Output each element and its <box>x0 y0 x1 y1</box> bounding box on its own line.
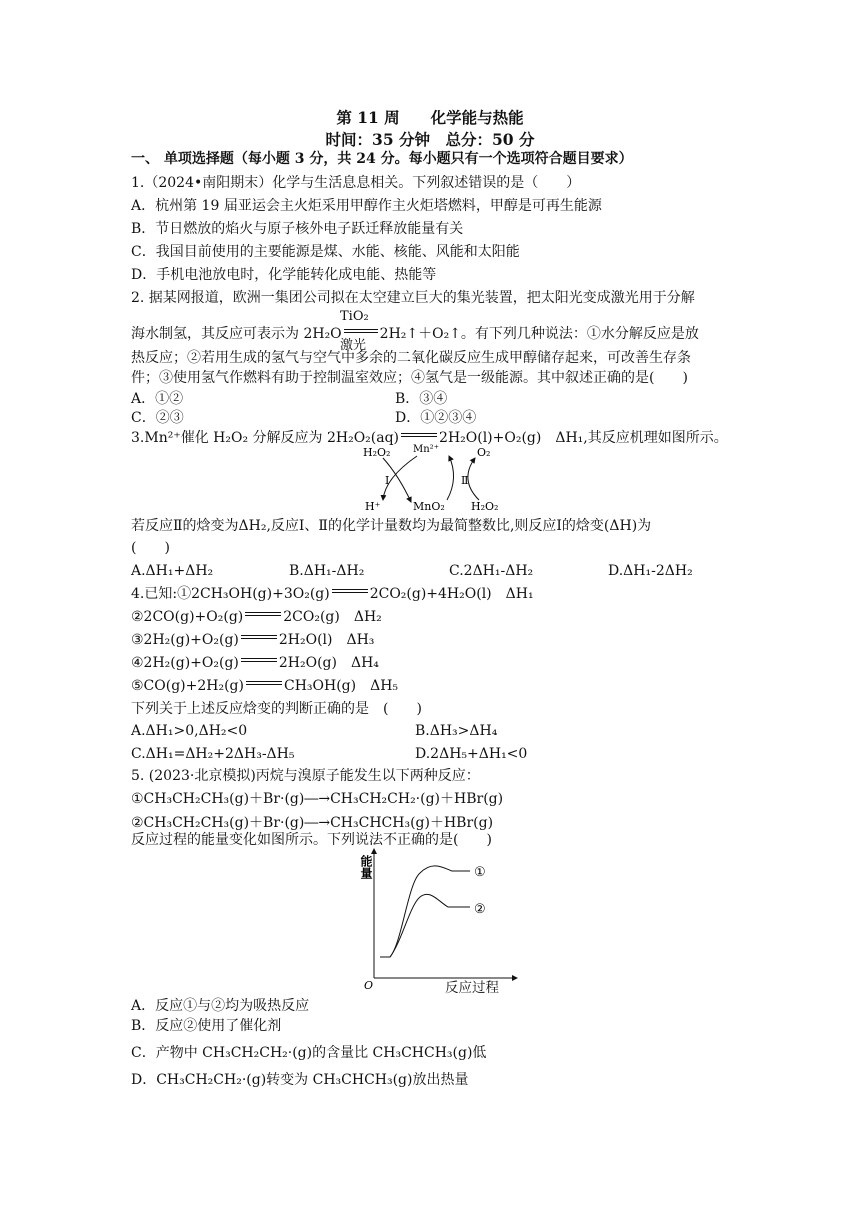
q3-option-c: C.2ΔH₁-ΔH₂ <box>449 563 534 579</box>
chart-xlabel: 反应过程 <box>445 980 499 996</box>
q5-option-b: B．反应②使用了催化剂 <box>131 1018 282 1034</box>
q1-option-c: C．我国目前使用的主要能源是煤、水能、核能、风能和太阳能 <box>131 244 520 260</box>
q3-option-b: B.ΔH₁-ΔH₂ <box>289 563 365 579</box>
diagram-hplus: H⁺ <box>365 500 381 513</box>
q4-eq1-sign <box>332 589 368 593</box>
curve-2-label: ② <box>474 902 486 917</box>
chart-origin: O <box>364 979 374 992</box>
q3-stem-pre: 3.Mn²⁺催化 H₂O₂ 分解反应为 2H₂O₂(aq) <box>131 430 400 446</box>
q2-line3: 热反应；②若用生成的氢气与空气中多余的二氧化碳反应生成甲醇储存起来，可改善生存条 <box>131 350 691 366</box>
q2-line2-post: 2H₂↑＋O₂↑。有下列几种说法：①水分解反应是放 <box>379 326 699 342</box>
q1-stem: 1.（2024•南阳期末）化学与生活息息相关。下列叙述错误的是（ ） <box>131 175 581 191</box>
q3-line2: 若反应Ⅱ的焓变为ΔH₂,反应Ⅰ、Ⅱ的化学计量数均为最简整数比,则反应Ⅰ的焓变(ΔH)为 <box>131 518 652 534</box>
q3-option-a: A.ΔH₁+ΔH₂ <box>131 563 214 579</box>
q2-option-a: A．①② <box>131 391 184 407</box>
diagram-roman1: Ⅰ <box>385 474 390 487</box>
q5-line3: 反应过程的能量变化如图所示。下列说法不正确的是( ) <box>131 832 492 848</box>
q5-reaction-2: ②CH₃CH₂CH₃(g)＋Br·(g)―→CH₃CHCH₃(g)＋HBr(g) <box>131 815 494 831</box>
page-subtitle: 时间：35 分钟 总分：50 分 <box>325 130 535 149</box>
page-title: 第 11 周 化学能与热能 <box>336 108 524 127</box>
q4-eq3-pre: ③2H₂(g)+O₂(g) <box>131 632 239 648</box>
q4-eq5-pre: ⑤CO(g)+2H₂(g) <box>131 678 244 694</box>
q4-eq4-post: 2H₂O(g) ΔH₄ <box>278 655 379 671</box>
q4-intro: 4.已知:①2CH₃OH(g)+3O₂(g) <box>131 586 330 602</box>
curve-1 <box>380 866 470 957</box>
q5-reaction-1: ①CH₃CH₂CH₃(g)＋Br·(g)―→CH₃CH₂CH₂·(g)＋HBr(g) <box>131 791 504 807</box>
q3-stem-post: 2H₂O(l)+O₂(g) ΔH₁,其反应机理如图所示。 <box>439 430 728 446</box>
q2-line1: 2. 据某网报道，欧洲一集团公司拟在太空建立巨大的集光装置，把太阳光变成激光用于分解 <box>131 290 695 306</box>
diagram-roman2: Ⅱ <box>461 474 469 487</box>
diagram-mno2: MnO₂ <box>413 500 445 513</box>
q5-option-a: A．反应①与②均为吸热反应 <box>131 998 310 1014</box>
q5-option-c: C．产物中 CH₃CH₂CH₂·(g)的含量比 CH₃CHCH₃(g)低 <box>131 1045 487 1061</box>
q3-option-d: D.ΔH₁-2ΔH₂ <box>608 563 693 579</box>
q2-line4: 件；③使用氢气作燃料有助于控制温室效应；④氢气是一级能源。其中叙述正确的是( ) <box>131 370 688 386</box>
section-heading: 一、 单项选择题（每小题 3 分，共 24 分。每小题只有一个选项符合题目要求） <box>131 151 633 167</box>
q4-eq3-sign <box>241 635 277 639</box>
diagram-mn2plus: Mn²⁺ <box>413 444 439 455</box>
q2-catalyst: TiO₂ <box>340 309 369 324</box>
q4-option-c: C.ΔH₁=ΔH₂+2ΔH₃-ΔH₅ <box>131 746 295 762</box>
q4-eq2-sign <box>245 612 281 616</box>
q4-option-a: A.ΔH₁>0,ΔH₂<0 <box>131 723 248 739</box>
q2-line2-pre: 海水制氢，其反应可表示为 2H₂O <box>131 326 342 342</box>
q5-stem: 5. (2023·北京模拟)丙烷与溴原子能发生以下两种反应： <box>131 768 480 784</box>
q4-eq3-post: 2H₂O(l) ΔH₃ <box>278 632 375 648</box>
q5-option-d: D．CH₃CH₂CH₂·(g)转变为 CH₃CHCH₃(g)放出热量 <box>131 1072 469 1088</box>
diagram-arrow-2b <box>468 458 479 500</box>
q4-question: 下列关于上述反应焓变的判断正确的是 ( ) <box>131 701 422 717</box>
q3-mechanism-diagram <box>355 440 520 516</box>
q1-option-a: A．杭州第 19 届亚运会主火炬采用甲醇作主火炬塔燃料，甲醇是可再生能源 <box>131 198 602 214</box>
q4-eq5-post: CH₃OH(g) ΔH₅ <box>283 678 399 694</box>
q2-option-d: D．①②③④ <box>395 410 477 426</box>
diagram-o2: O₂ <box>477 446 491 459</box>
q1-option-b: B．节日燃放的焰火与原子核外电子跃迁释放能量有关 <box>131 221 464 237</box>
q4-intro-post: 2CO₂(g)+4H₂O(l) ΔH₁ <box>369 586 534 602</box>
chart-ylabel: 能量 <box>359 855 373 879</box>
q1-option-d: D．手机电池放电时，化学能转化成电能、热能等 <box>131 267 437 283</box>
q4-eq2-pre: ②2CO(g)+O₂(g) <box>131 609 244 625</box>
q3-equals-sign <box>401 433 437 437</box>
q4-option-d: D.2ΔH₅+ΔH₁<0 <box>415 746 528 762</box>
q3-line3: ( ) <box>131 540 170 556</box>
q2-option-b: B．③④ <box>395 391 448 407</box>
diagram-arrow-2 <box>447 456 454 500</box>
q2-option-c: C．②③ <box>131 410 184 426</box>
diagram-h2o2-right: H₂O₂ <box>471 500 499 513</box>
q4-eq4-sign <box>241 658 277 662</box>
q4-eq4-pre: ④2H₂(g)+O₂(g) <box>131 655 239 671</box>
q2-condition: 激光 <box>340 338 367 353</box>
q4-eq2-post: 2CO₂(g) ΔH₂ <box>283 609 382 625</box>
q2-equals-sign <box>344 329 378 333</box>
q4-option-b: B.ΔH₃>ΔH₄ <box>415 723 498 739</box>
q5-energy-diagram <box>352 843 528 993</box>
diagram-h2o2-left: H₂O₂ <box>363 446 391 459</box>
curve-1-label: ① <box>474 865 486 880</box>
q4-eq5-sign <box>246 681 282 685</box>
